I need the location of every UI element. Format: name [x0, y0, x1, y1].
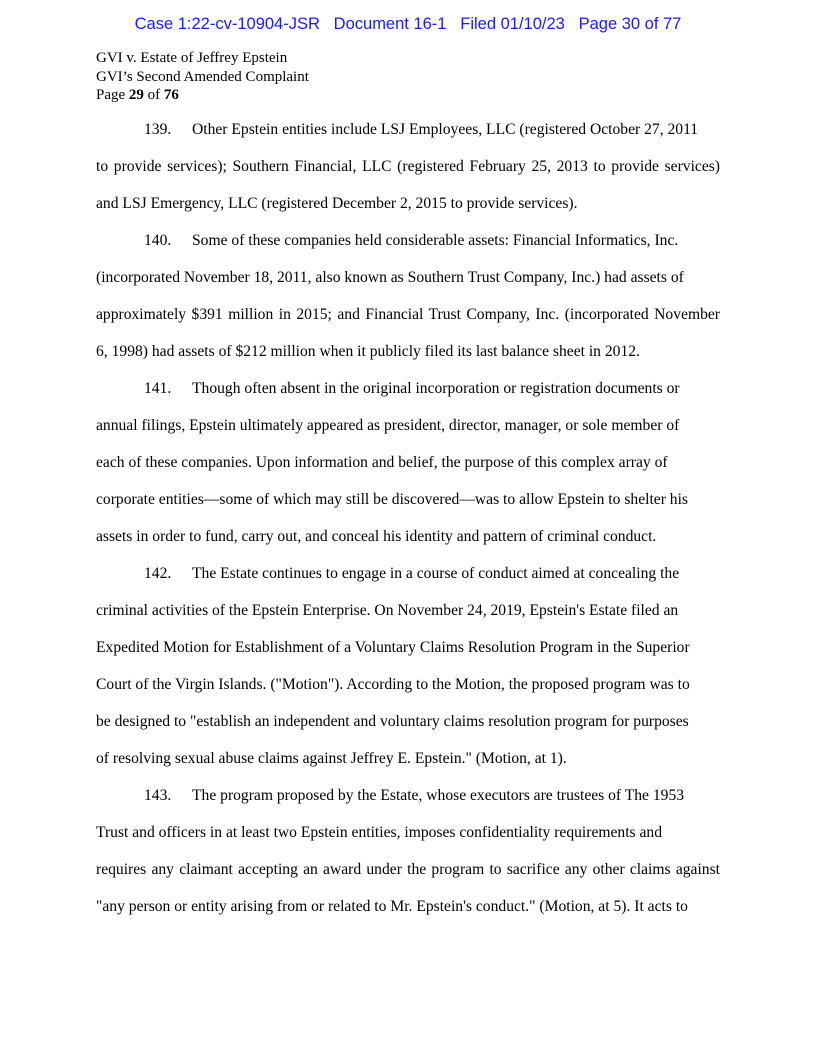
paragraph-142: 142. The Estate continues to engage in a course of conduct aimed at concealing the criminal activities of the Epstein Enterprise. On November 24, 2019, Epstein's Estate filed an Expedited Motion for Establishment of a Voluntary Claims Resolution Program in the Superior Court of the Virgin Islands. ("Motion"). According to the Motion, the proposed program was to be designed to "establish an independent and voluntary claims resolution program for purposes of resolving sexual abuse claims against Jeffrey E. Epstein." (Motion, at 1).	[96, 555, 720, 777]
paragraph-number: 142.	[144, 565, 172, 582]
court-filing-header	[0, 13, 816, 35]
paragraph-number: 141.	[144, 380, 172, 397]
document-number: Document 16-1	[333, 15, 447, 33]
document-header	[96, 49, 309, 105]
case-number: Case 1:22-cv-10904-JSR	[134, 15, 320, 33]
paragraph-143: 143. The program proposed by the Estate, whose executors are trustees of The 1953 Trust and officers in at least two Epstein entities, imposes confidentiality requirements and requires any claimant accepting an award under the program to sacrifice any other claims against "any person or entity arising from or related to Mr. Epstein's conduct." (Motion, at 5). It acts to	[96, 777, 720, 925]
page-indicator: Page 29 of 76	[96, 87, 179, 103]
document-title: GVI’s Second Amended Complaint	[96, 68, 309, 85]
paragraph-number: 143.	[144, 787, 172, 804]
filed-date: Filed 01/10/23	[460, 15, 565, 33]
paragraph-141: 141. Though often absent in the original incorporation or registration documents or annual filings, Epstein ultimately appeared as president, director, manager, or sole member of each of these companies. Upon information and belief, the purpose of this complex array of corporate entities—some of which may still be discovered—was to allow Epstein to shelter his assets in order to fund, carry out, and conceal his identity and pattern of criminal conduct.	[96, 370, 720, 555]
page-number: 29	[128, 87, 144, 103]
document-body	[96, 111, 720, 925]
case-caption: GVI v. Estate of Jeffrey Epstein	[96, 50, 288, 66]
paragraph-139: 139. Other Epstein entities include LSJ Employees, LLC (registered October 27, 2011 to provide services); Southern Financial, LLC (registered February 25, 2013 to provide services) and LSJ Emergency, LLC (registered December 2, 2015 to provide services).	[96, 111, 720, 222]
filing-page-number: Page 30 of 77	[578, 15, 682, 33]
paragraph-number: 140.	[144, 232, 172, 249]
paragraph-number: 139.	[144, 121, 172, 138]
paragraph-140: 140. Some of these companies held considerable assets: Financial Informatics, Inc. (incorporated November 18, 2011, also known as Southern Trust Company, Inc.) had assets of approximately $391 million in 2015; and Financial Trust Company, Inc. (incorporated November 6, 1998) had assets of $212 million when it publicly filed its last balance sheet in 2012.	[96, 222, 720, 370]
page-total: 76	[163, 87, 179, 103]
